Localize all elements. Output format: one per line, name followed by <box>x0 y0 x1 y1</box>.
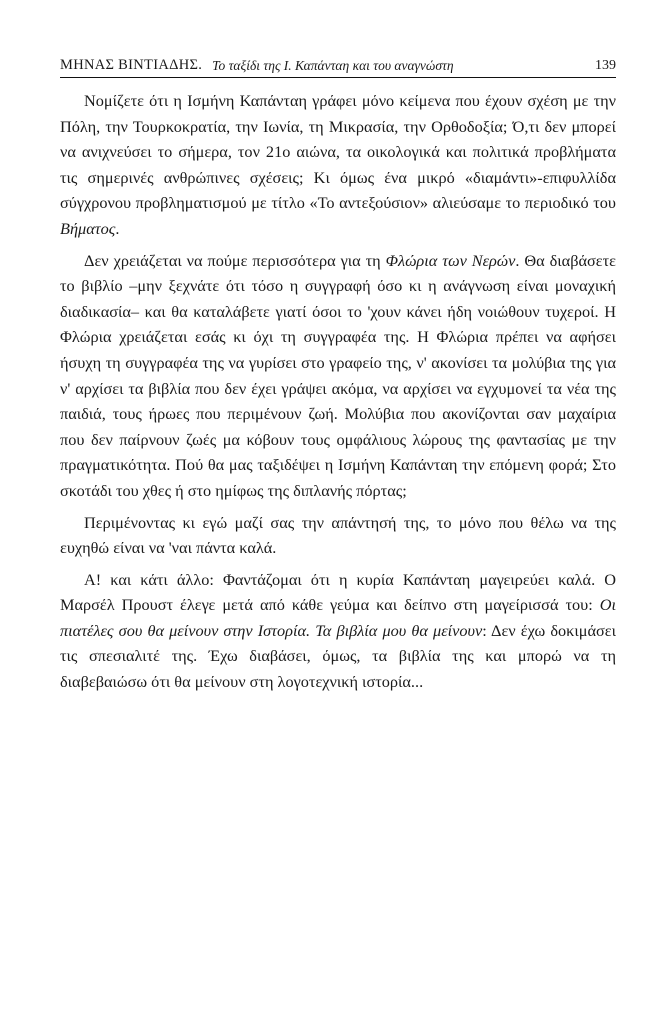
paragraph-2-text-end: . Θα διαβάσετε το βιβλίο –μην ξεχνάτε ότι τόσο η συγγραφή όσο κι η ανάγνωση είναι μοναχική διαδικασία– και θα καταλάβετε γιατί όσοι το 'χουν κάνει ήδη νοιώθουν τυχεροί. Η Φλώρια χρειάζεται εσάς κι όχι τη συγγραφέα της. Η Φλώρια πρέπει να αφήσει ήσυχη τη συγγραφέα της να γυρίσει στο γραφείο της, ν' ακονίσει τα μολύβια της για ν' αρχίσει τα βιβλία που δεν έχει γράψει ακόμα, να αρχίσει να εγχυμονεί τα νέα της παιδιά, τους ήρωες που περιμένουν ζωή. Μολύβια που ακονίζονται σαν μαχαίρια που δεν παίρνουν ζωές μα κόβουν τους ομφάλιους λώρους της φαντασίας με την πραγματικότητα. Πού θα μας ταξιδέψει η Ισμήνη Καπάνταη την επόμενη φορά; Στο σκοτάδι του χθες ή στο ημίφως της διπλανής πόρτας; <box>60 250 617 500</box>
paragraph-1-text: Νομίζετε ότι η Ισμήνη Καπάνταη γράφει μόνο κείμενα που έχουν σχέση με την Πόλη, την Τουρκοκρατία, την Ιωνία, τη Μικρασία, την Ορθοδοξία; Ό,τι δεν μπορεί να ανιχνεύσει το σήμερα, τον 21ο αιώνα, τα οικολογικά και πολιτικά προβλήματα τις σημερινές ανθρώπινες σχέσεις; Κι όμως ένα μικρό «διαμάντι»-επιφυλλίδα σύγχρονου προβληματισμού με τίτλο «Το αντεξούσιον» αλιεύσαμε το περιοδικό του <box>60 91 616 213</box>
paragraph-1-text-end: . <box>115 218 120 238</box>
paragraph-3 <box>60 510 616 561</box>
paragraph-4-italic: Οι πιατέλες σου θα μείνουν στην Ιστορία. Τα βιβλία μου θα μείνουν <box>60 595 616 640</box>
body-text <box>60 88 616 701</box>
page-number: 139 <box>595 58 616 73</box>
running-author: ΜΗΝΑΣ ΒΙΝΤΙΑΔΗΣ. <box>60 57 203 73</box>
paragraph-2-italic: Φλώρια των Νερών <box>385 250 516 270</box>
paragraph-2 <box>60 248 616 504</box>
running-title: Το ταξίδι της Ι. Καπάνταη και του αναγνώστη <box>212 58 454 73</box>
paragraph-4-text: Α! και κάτι άλλο: Φαντάζομαι ότι η κυρία Καπάνταη μαγειρεύει καλά. Ο Μαρσέλ Προυστ έλεγε μετά από κάθε γεύμα και δείπνο στη μαγείρισσά του: <box>60 569 616 615</box>
paragraph-1 <box>60 88 616 242</box>
paragraph-1-italic: Βήματος <box>60 218 116 238</box>
running-header <box>60 50 616 78</box>
paragraph-4 <box>60 567 616 695</box>
paragraph-4-text-end: : Δεν έχω δοκιμάσει τις σπεσιαλιτέ της. Έχω διαβάσει, όμως, τα βιβλία της και μπορώ να τη διαβεβαιώσω ότι θα μείνουν στη λογοτεχνική ιστορία... <box>60 620 616 692</box>
paragraph-3-text: Περιμένοντας κι εγώ μαζί σας την απάντησή της, το μόνο που θέλω να της ευχηθώ είναι να 'ναι πάντα καλά. <box>60 512 616 558</box>
paragraph-2-text: Δεν χρειάζεται να πούμε περισσότερα για τη <box>84 250 386 270</box>
